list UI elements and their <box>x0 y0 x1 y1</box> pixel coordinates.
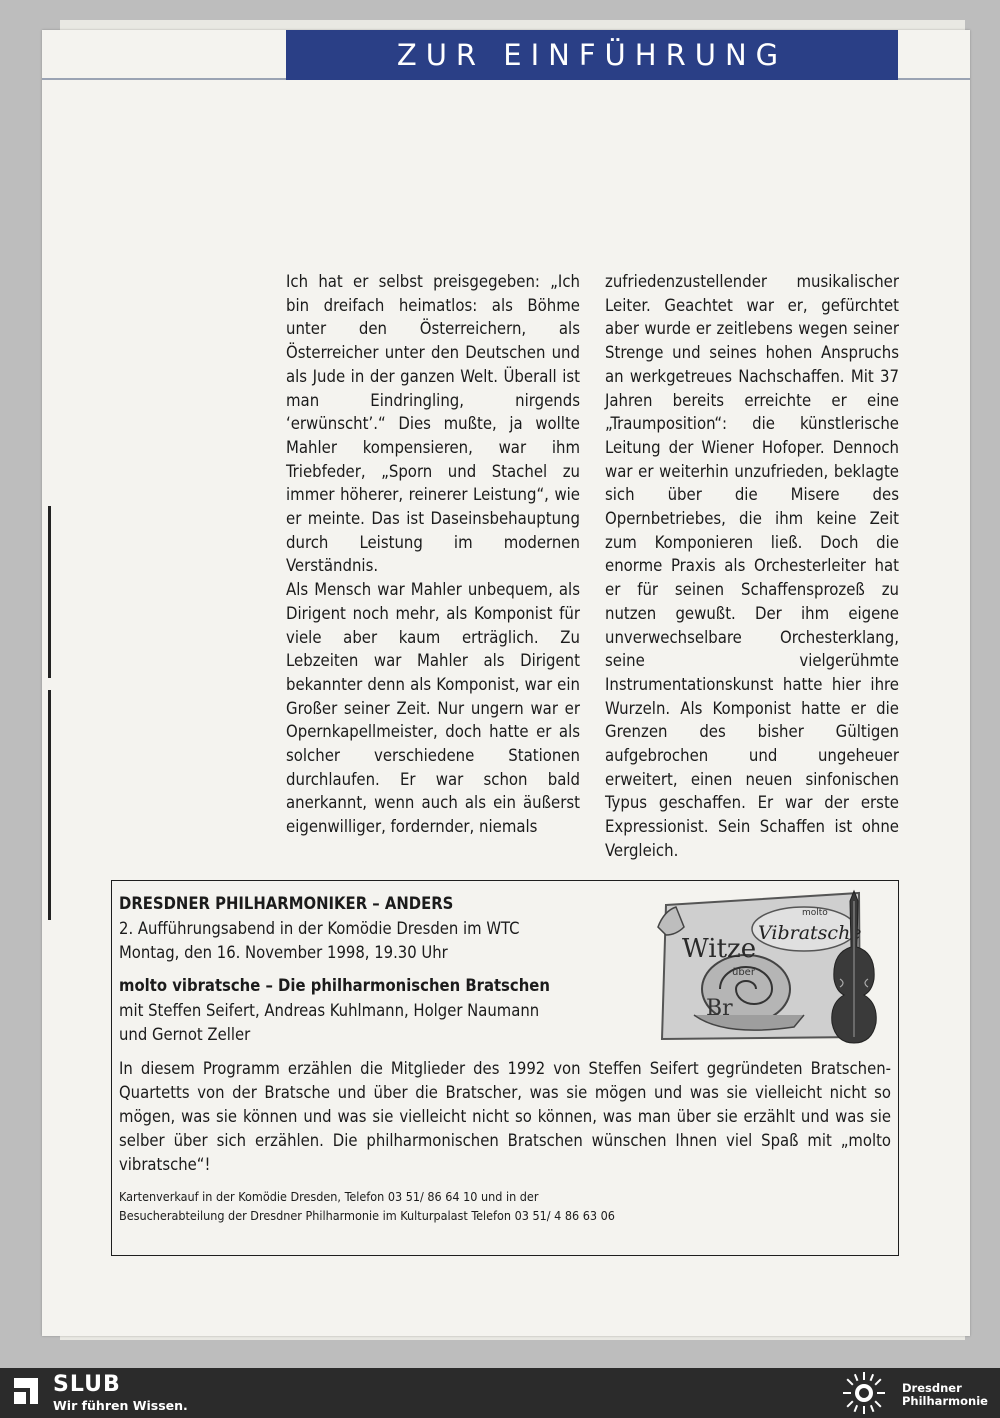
section-header <box>286 30 898 80</box>
partner-name <box>902 1382 988 1408</box>
margin-mark <box>48 506 51 678</box>
slub-name: SLUB <box>53 1372 121 1397</box>
event-heading: DRESDNER PHILHARMONIKER – ANDERS <box>119 894 454 913</box>
program-description: In diesem Programm erzählen die Mitglieder des 1992 von Steffen Seifert gegründeten Bratschen-Quartetts von der Bratsche und über die Bratscher, was sie mögen und was sie vielleicht nicht so mögen, was sie können und was sie vielleicht nicht so können, was man über sie erzählt und was sie selber über sich erzählen. Die philharmonischen Bratschen wünschen Ihnen viel Spaß mit „molto vibratsche“! <box>119 1059 891 1174</box>
illustration-word: Vibratsche <box>758 922 862 944</box>
document-page <box>42 30 970 1336</box>
event-date: Montag, den 16. November 1998, 19.30 Uhr <box>119 943 448 962</box>
ticket-info <box>119 1187 891 1225</box>
program-title: molto vibratsche – Die philharmonischen Bratschen <box>119 976 550 995</box>
dresdner-philharmonie-logo-icon <box>838 1371 890 1415</box>
paragraph: zufriedenzustellender musikalischer Leiter. Geachtet war er, gefürchtet aber wurde er zeitlebens wegen seiner Strenge und seines hohen Anspruchs an werkgetreues Nachschaffen. Mit 37 Jahren bereits erreichte er eine „Traumposition“: die künstlerische Leitung der Wiener Hofoper. Dennoch war er weiterhin unzufrieden, beklagte sich über die Misere des Opernbetriebes, die ihm keine Zeit zum Komponieren ließ. Doch die enorme Praxis als Orchesterleiter hat er für seinen Schaffensprozeß zu nutzen gewußt. Der ihm eigene unverwechselbare Orchesterklang, seine vielgerühmte Instrumentationskunst hatte hier ihre Wurzeln. Als Komponist hatte er die Grenzen des bisher Gültigen aufgebrochen und ungeheuer erweitert, einen neuen sinfonischen Typus geschaffen. Er war der erste Expressionist. Sein Schaffen ist ohne Vergleich. <box>605 272 899 860</box>
margin-mark <box>48 690 51 920</box>
illustration-word: über <box>732 967 755 978</box>
paragraph: Als Mensch war Mahler unbequem, als Dirigent noch mehr, als Komponist für viele aber kaum erträglich. Zu Lebzeiten war Mahler als Dirigent bekannter denn als Komponist, war ein Großer seiner Zeit. Nur ungern war er Opernkapellmeister, doch hatte er als solcher verschiedene Stationen durchlaufen. Er war schon bald anerkannt, wenn auch als ein äußerst eigenwilliger, fordernder, niemals <box>286 580 580 837</box>
footer-bar <box>0 1368 1000 1418</box>
performers-line: mit Steffen Seifert, Andreas Kuhlmann, Holger Naumann <box>119 1001 540 1020</box>
molto-vibratsche-illustration <box>654 887 890 1047</box>
text-column-right <box>605 270 899 863</box>
ticket-info-line: Kartenverkauf in der Komödie Dresden, Telefon 03 51/ 86 64 10 und in der <box>119 1189 539 1204</box>
ticket-info-line: Besucherabteilung der Dresdner Philharmonie im Kulturpalast Telefon 03 51/ 4 86 63 06 <box>119 1208 615 1223</box>
slub-logo-icon <box>12 1376 42 1406</box>
illustration-word: molto <box>802 908 828 918</box>
section-title: ZUR EINFÜHRUNG <box>396 38 788 72</box>
event-venue: 2. Aufführungsabend in der Komödie Dresden im WTC <box>119 919 520 938</box>
event-info-box <box>111 880 899 1256</box>
performers-line: und Gernot Zeller <box>119 1025 251 1044</box>
slub-tagline: Wir führen Wissen. <box>53 1398 188 1413</box>
illustration-word: Br <box>706 996 733 1021</box>
illustration-word: Witze <box>682 934 757 964</box>
text-column-left <box>286 270 580 839</box>
partner-name-line: Philharmonie <box>902 1394 988 1408</box>
paragraph: Ich hat er selbst preisgegeben: „Ich bin dreifach heimatlos: als Böhme unter den Österreichern, als Österreicher unter den Deutschen und als Jude in der ganzen Welt. Überall ist man Eindringling, nirgends ‘erwünscht’.“ Dies mußte, ja wollte Mahler kompensieren, war ihm Triebfeder, „Sporn und Stachel zu immer höherer, reinerer Leistung“, wie er meinte. Das ist Daseinsbehauptung durch Leistung im modernen Verständnis. <box>286 272 580 576</box>
partner-name-line: Dresdner <box>902 1381 962 1395</box>
